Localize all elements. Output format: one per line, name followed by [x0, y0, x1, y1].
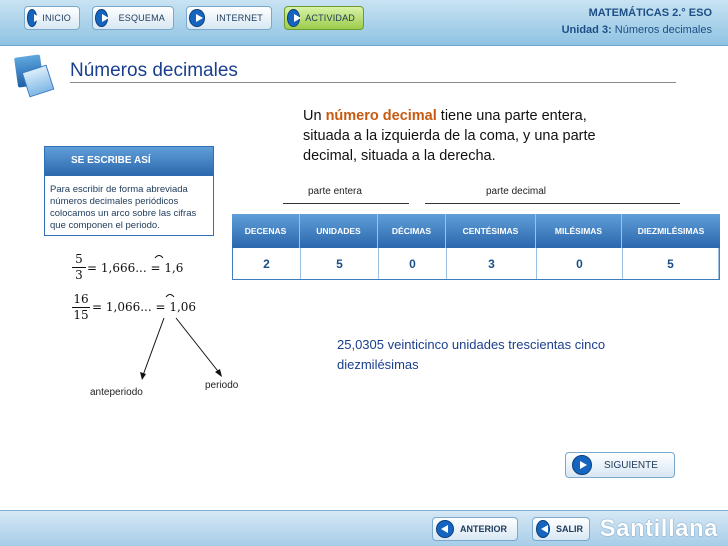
play-icon: [287, 9, 300, 27]
header-decenas: DECENAS: [232, 214, 300, 248]
esquema-button[interactable]: [92, 6, 174, 30]
page-title: Números decimales: [70, 60, 238, 81]
parte-entera-label: parte entera: [308, 186, 362, 197]
top-bar: [0, 0, 728, 46]
back-icon: [536, 520, 550, 538]
parte-decimal-label: parte decimal: [486, 186, 547, 197]
inicio-button[interactable]: [24, 6, 80, 30]
value-milesimas: 0: [537, 248, 623, 279]
back-icon: [436, 520, 454, 538]
arrowhead: [140, 372, 146, 380]
intro-text: [303, 106, 613, 166]
unit-name: Números decimales: [614, 24, 712, 36]
se-escribe-asi-box: [44, 146, 214, 236]
header-decimas: DÉCIMAS: [378, 214, 446, 248]
arrowhead: [215, 369, 222, 377]
salir-button[interactable]: [532, 517, 590, 541]
anterior-label: ANTERIOR: [460, 524, 507, 534]
actividad-button[interactable]: [284, 6, 364, 30]
header-diezmilesimas: DIEZMILÉSIMAS: [637, 226, 705, 236]
play-icon: [95, 9, 108, 27]
value-decenas: 2: [233, 248, 301, 279]
denominator: 15: [73, 308, 89, 322]
salir-label: SALIR: [556, 524, 583, 534]
fraction-5-3: [72, 252, 86, 283]
play-icon: [572, 455, 592, 475]
box-text: Para escribir de forma abreviada números decimales periódicos colocamos un arco sobre las cifras que componen el periodo.: [50, 184, 197, 231]
anteperiodo-label: anteperiodo: [90, 387, 143, 398]
unit-title: [562, 24, 712, 36]
header-centesimas: CENTÉSIMAS: [446, 214, 536, 248]
period-arc: [166, 295, 174, 298]
intro-before: Un: [303, 108, 326, 124]
header-unidades: UNIDADES: [300, 214, 378, 248]
formula-2-rest: = 1,066... = 1,06: [92, 300, 197, 314]
esquema-label: ESQUEMA: [118, 13, 165, 23]
inicio-label: INICIO: [42, 13, 71, 23]
table-header-row: [232, 214, 720, 248]
numerator: 16: [73, 292, 89, 306]
periodo-label: periodo: [205, 380, 239, 391]
parte-entera-bracket: [283, 203, 409, 204]
section-icon: [14, 56, 52, 96]
play-icon: [27, 9, 37, 27]
parte-decimal-bracket: [425, 203, 680, 204]
intro-highlight: número decimal: [325, 108, 437, 124]
box-heading: SE ESCRIBE ASÍ: [45, 147, 213, 176]
intro-after: tiene una parte entera, situada a la izquierda de la coma, y una parte decimal, situada a la derecha.: [303, 108, 596, 164]
footer-bar: [0, 510, 728, 546]
internet-label: INTERNET: [216, 13, 263, 23]
place-value-table: [232, 214, 720, 280]
unit-label: Unidad 3:: [561, 24, 612, 36]
actividad-label: ACTIVIDAD: [305, 13, 355, 23]
value-unidades: 5: [301, 248, 379, 279]
siguiente-button[interactable]: [565, 452, 675, 478]
value-centesimas: 3: [447, 248, 537, 279]
example-text: 25,0305 veinticinco unidades trescientas cinco diezmilésimas: [337, 337, 606, 372]
play-icon: [189, 9, 205, 27]
fraction-16-15: [72, 292, 90, 323]
anterior-button[interactable]: [432, 517, 518, 541]
subject-title: MATEMÁTICAS 2.° ESO: [588, 7, 712, 19]
table-row: [232, 248, 720, 280]
santillana-logo: Santillana: [599, 515, 718, 542]
arrow-anteperiodo: [142, 318, 164, 378]
internet-button[interactable]: [186, 6, 272, 30]
formula-1-rest: = 1,666... = 1,6: [87, 261, 184, 275]
arrow-periodo: [176, 318, 221, 375]
denominator: 3: [75, 268, 83, 282]
numerator: 5: [72, 252, 86, 268]
value-decimas: 0: [379, 248, 447, 279]
value-diezmilesimas: 5: [623, 248, 719, 279]
siguiente-label: SIGUIENTE: [604, 459, 658, 471]
header-milesimas: MILÉSIMAS: [536, 214, 622, 248]
title-divider: [70, 82, 676, 83]
period-arc: [155, 256, 163, 259]
